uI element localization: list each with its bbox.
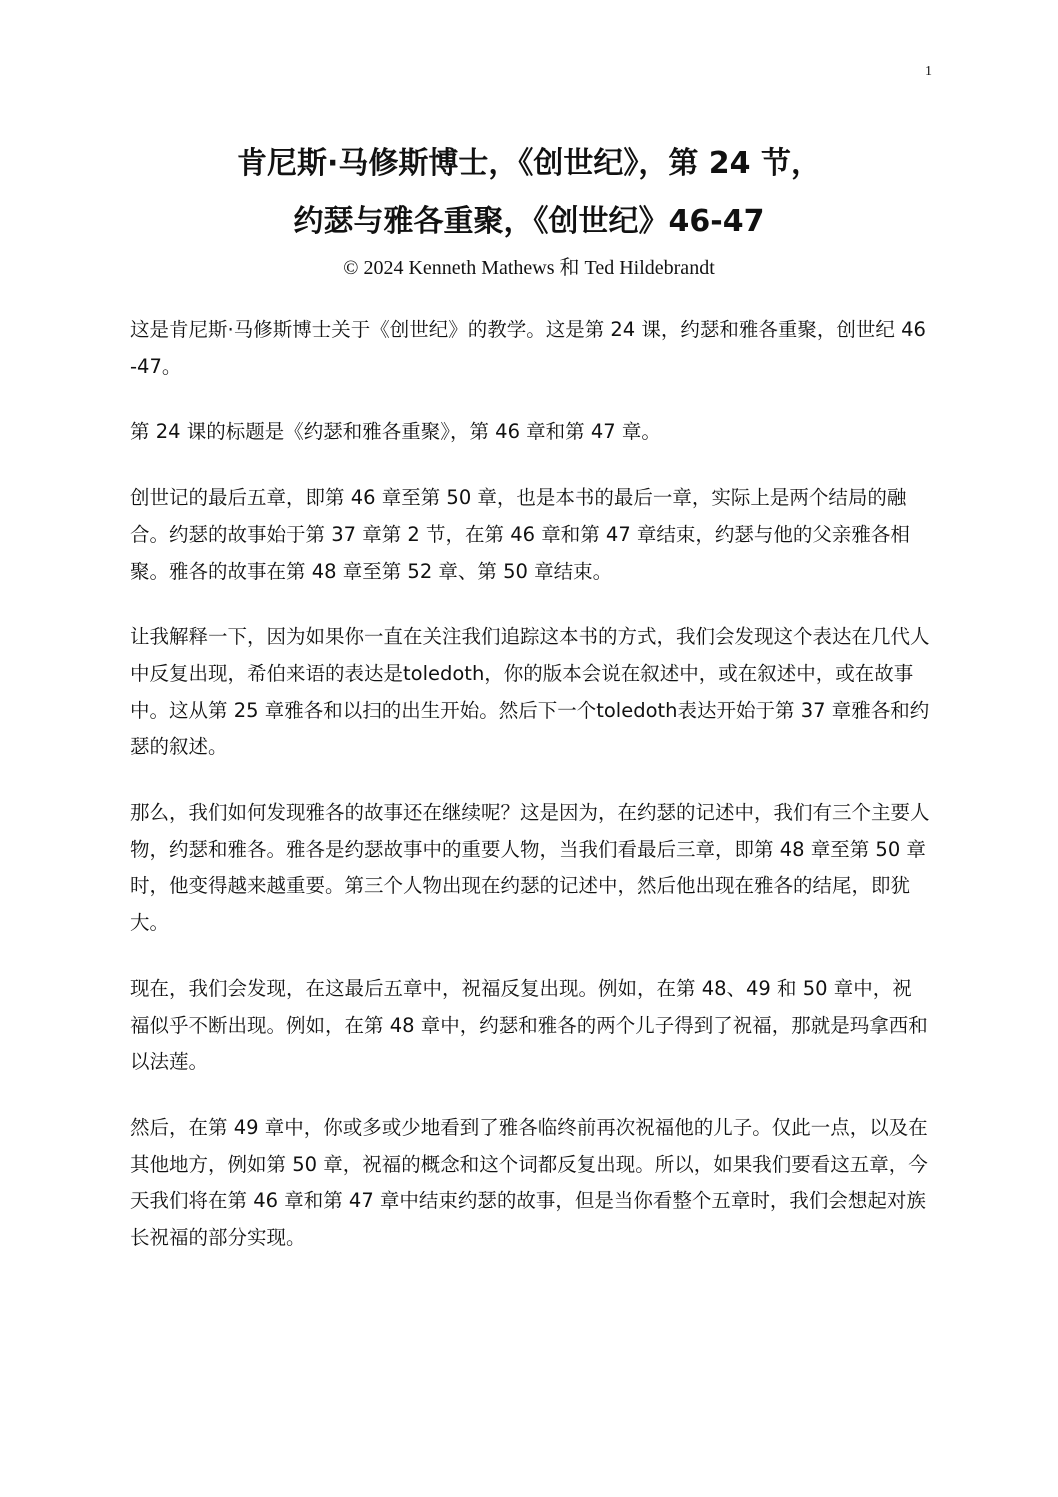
- paragraph: 让我解释一下，因为如果你一直在关注我们追踪这本书的方式，我们会发现这个表达在几代人中反复出现，希伯来语的表达是toledoth，你的版本会说在叙述中，或在叙述中，或在故事中。这从第 25 章雅各和以扫的出生开始。然后下一个toledoth表达开始于第 37 章雅各和约瑟的叙述。: [130, 625, 930, 759]
- paragraph: 然后，在第 49 章中，你或多或少地看到了雅各临终前再次祝福他的儿子。仅此一点，以及在其他地方，例如第 50 章，祝福的概念和这个词都反复出现。所以，如果我们要看这五章，今天我们将在第 46 章和第 47 章中结束约瑟的故事，但是当你看整个五章时，我们会想起对族长祝福的部分实现。: [130, 1115, 928, 1250]
- page-number: 1: [925, 64, 932, 79]
- paragraph: 那么，我们如何发现雅各的故事还在继续呢？这是因为，在约瑟的记述中，我们有三个主要人物，约瑟和雅各。雅各是约瑟故事中的重要人物，当我们看最后三章，即第 48 章至第 50 章时，他变得越来越重要。第三个人物出现在约瑟的记述中，然后他出现在雅各的结尾，即犹大。: [130, 801, 930, 935]
- paragraph: 第 24 课的标题是《约瑟和雅各重聚》，第 46 章和第 47 章。: [130, 420, 661, 444]
- paragraph: 这是肯尼斯·马修斯博士关于《创世纪》的教学。这是第 24 课，约瑟和雅各重聚，创世纪 46-47。: [130, 318, 926, 378]
- document-title-line-1: 肯尼斯·马修斯博士，《创世纪》，第 24 节，: [236, 146, 822, 181]
- paragraph: 现在，我们会发现，在这最后五章中，祝福反复出现。例如，在第 48、49 和 50 章中，祝福似乎不断出现。例如，在第 48 章中，约瑟和雅各的两个儿子得到了祝福，那就是玛拿西和以法莲。: [130, 976, 928, 1074]
- copyright-line: © 2024 Kenneth Mathews 和 Ted Hildebrandt: [343, 257, 715, 279]
- document-body: [130, 312, 930, 1286]
- document-title-line-2: 约瑟与雅各重聚，《创世纪》46-47: [293, 204, 765, 239]
- paragraph: 创世记的最后五章，即第 46 章至第 50 章，也是本书的最后一章，实际上是两个结局的融合。约瑟的故事始于第 37 章第 2 节，在第 46 章和第 47 章结束，约瑟与他的父亲雅各相聚。雅各的故事在第 48 章至第 52 章、第 50 章结束。: [130, 486, 910, 583]
